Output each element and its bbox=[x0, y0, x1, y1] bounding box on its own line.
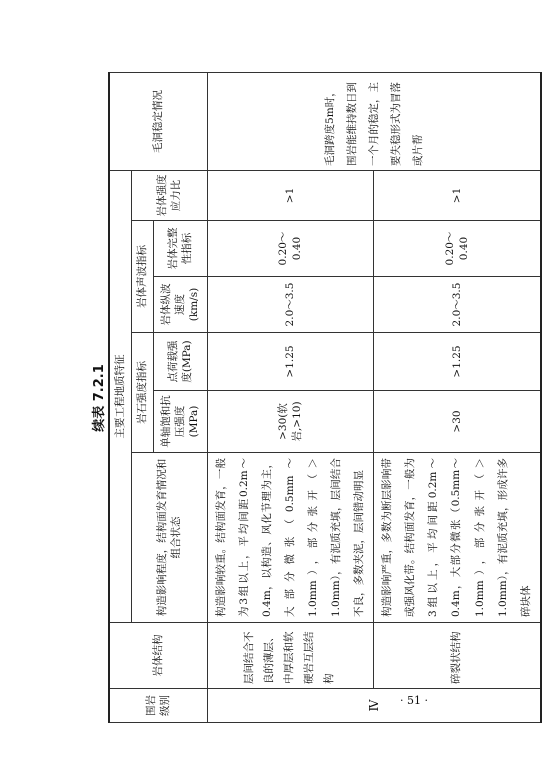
row1-point-load: >1.25 bbox=[207, 333, 374, 391]
header-acoustic-group: 岩体声波指标 bbox=[131, 221, 153, 333]
header-wave-speed: 岩体纵波速度(km/s) bbox=[153, 277, 207, 333]
header-stability: 毛洞稳定情况 bbox=[109, 72, 207, 170]
row2-description: 构造影响严重，多数为断层影响带或强风化带。结构面发育，一般为3组以上，平均间距0.2m～0.4m，大部分微张（0.5mm～1.0mm），部分张开（＞1.0mm），有泥质充填，形成许多碎块体 bbox=[374, 453, 541, 623]
rotated-page-content bbox=[26, 73, 532, 723]
class-iv-label: Ⅳ bbox=[207, 689, 541, 723]
row1-integrity: 0.20～0.40 bbox=[207, 221, 374, 277]
row1-structure: 层间结合不良的薄层、中厚层和软硬岩互层结构 bbox=[207, 623, 374, 689]
header-strength-stress-ratio: 岩体强度应力比 bbox=[131, 170, 207, 220]
row1-description: 构造影响较重。结构面发育，一般为3组以上，平均间距0.2m～0.4m，以构造、风化节理为主，大部分微张（0.5mm～1.0mm），部分张开（＞1.0mm），有泥质充填，层间结合不良，多数夹泥，层间错动明显 bbox=[207, 453, 374, 623]
stability-text: 毛洞跨度5m时，围岩能维持数日到一个月的稳定，主要失稳形式为冒落或片帮 bbox=[207, 72, 541, 170]
row2-integrity: 0.20～0.40 bbox=[374, 221, 541, 277]
header-structure-effect: 构造影响程度，结构面发育情况和组合状态 bbox=[131, 453, 207, 623]
row2-wave-speed: 2.0～3.5 bbox=[374, 277, 541, 333]
header-main-features: 主要工程地质特征 bbox=[109, 170, 131, 622]
row1-ratio: >1 bbox=[207, 170, 374, 220]
table-title: 续表 7.2.1 bbox=[92, 364, 107, 432]
row1-wave-speed: 2.0～3.5 bbox=[207, 277, 374, 333]
row1-ucs: >30(软岩,>10) bbox=[207, 391, 374, 453]
row2-point-load: >1.25 bbox=[374, 333, 541, 391]
geology-table bbox=[108, 72, 542, 723]
row2-structure: 碎裂状结构 bbox=[374, 623, 541, 689]
header-ucs: 单轴饱和抗压强度(MPa) bbox=[153, 391, 207, 453]
row2-ratio: >1 bbox=[374, 170, 541, 220]
row2-ucs: >30 bbox=[374, 391, 541, 453]
page-number: · 51 · bbox=[400, 694, 428, 707]
header-strength-group: 岩石强度指标 bbox=[131, 333, 153, 453]
header-rock-structure: 岩体结构 bbox=[109, 623, 207, 689]
header-integrity: 岩体完整性指标 bbox=[153, 221, 207, 277]
header-point-load: 点荷载强度(MPa) bbox=[153, 333, 207, 391]
header-rock-class: 围岩级别 bbox=[109, 689, 207, 723]
